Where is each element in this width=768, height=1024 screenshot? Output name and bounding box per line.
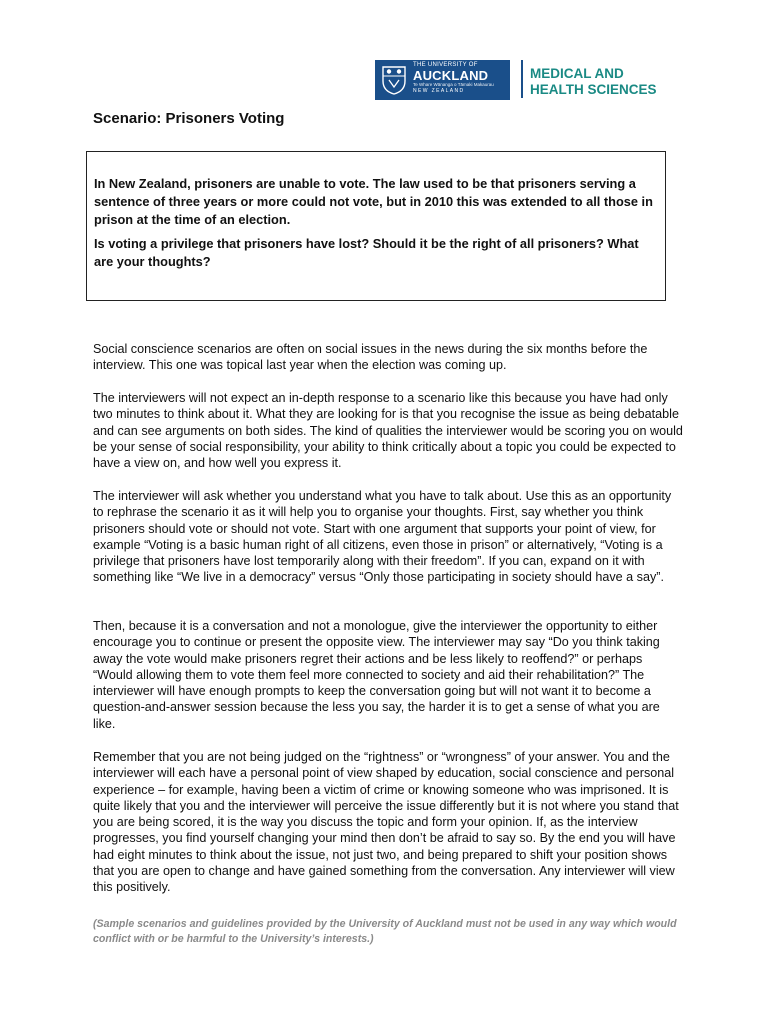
body-paragraph-1: Social conscience scenarios are often on social issues in the news during the six months before the interview. This one was topical last year when the election was coming up. (93, 342, 648, 373)
body-paragraph-5: Remember that you are not being judged on the “rightness” or “wrongness” of your answer. You and the interviewer will each have a personal point of view shaped by education, social conscience and personal experience – for example, having been a victim of crime or knowing someone who was imprisoned. It is quite likely that you and the interviewer will perceive the issue differently but it is not where you stand that you are being scored, it is the way you discuss the topic and form your opinion. If, as the interview progresses, you find yourself changing your mind then don’t be afraid to say so. By the end you will have had eight minutes to think about the issue, not just two, and being prepared to shift your position shows that you are open to change and have gained something from the conversation. Any interviewer will view this positively. (93, 750, 679, 895)
faculty-name (530, 66, 657, 98)
scenario-paragraph-1: In New Zealand, prisoners are unable to vote. The law used to be that prisoners serving a sentence of three years or more could not vote, but in 2010 this was extended to all those in prison at the time of an election. (94, 176, 653, 227)
body-paragraph-2: The interviewers will not expect an in-depth response to a scenario like this because you have had only two minutes to think about it. What they are looking for is that you recognise the issue as being debatable and can see arguments on both sides. The kind of qualities the interviewer would be scoring you on would be your sense of social responsibility, your ability to think critically about a topic you could be expected to have a view on, and how well you express it. (93, 391, 683, 471)
faculty-line-1: MEDICAL AND (530, 66, 624, 81)
logo-line-3: Te Whare Wānanga o Tāmaki Makaurau (413, 82, 494, 87)
university-logo (375, 60, 510, 100)
crest-icon (381, 65, 407, 95)
scenario-box (86, 151, 666, 301)
logo-line-4: NEW ZEALAND (413, 88, 465, 94)
scenario-paragraph-2: Is voting a privilege that prisoners have lost? Should it be the right of all prisoners? What are your thoughts? (94, 236, 639, 269)
logo-text (413, 62, 509, 94)
faculty-line-2: HEALTH SCIENCES (530, 82, 657, 97)
page-title: Scenario: Prisoners Voting (93, 110, 285, 127)
footer-note: (Sample scenarios and guidelines provided by the University of Auckland must not be used in any way which would conflict with or be harmful to the University’s interests.) (93, 918, 677, 945)
body-paragraph-3: The interviewer will ask whether you understand what you have to talk about. Use this as an opportunity to rephrase the scenario it as it will help you to organise your thoughts. First, say whether you think prisoners should vote or should not vote. Start with one argument that supports your point of view, for example “Voting is a basic human right of all citizens, even those in prison” or alternatively, “Voting is a privilege that prisoners have lost temporarily along with their freedom”. If you can, expand on it with something like “We live in a democracy” versus “Only those participating in society should have a say”. (93, 489, 672, 585)
logo-line-2: AUCKLAND (413, 68, 489, 83)
logo-line-1: THE UNIVERSITY OF (413, 62, 478, 68)
logo-divider (521, 60, 523, 98)
body-paragraph-4: Then, because it is a conversation and not a monologue, give the interviewer the opportunity to either encourage you to continue or present the opposite view. The interviewer may say “Do you think taking away the vote would make prisoners regret their actions and be less likely to reoffend?” or perhaps “Would allowing them to vote them feel more connected to society and aid their rehabilitation?” The interviewer will have enough prompts to keep the conversation going but will not want it to become a question-and-answer session because the less you say, the harder it is to get a sense of what you are like. (93, 619, 660, 731)
